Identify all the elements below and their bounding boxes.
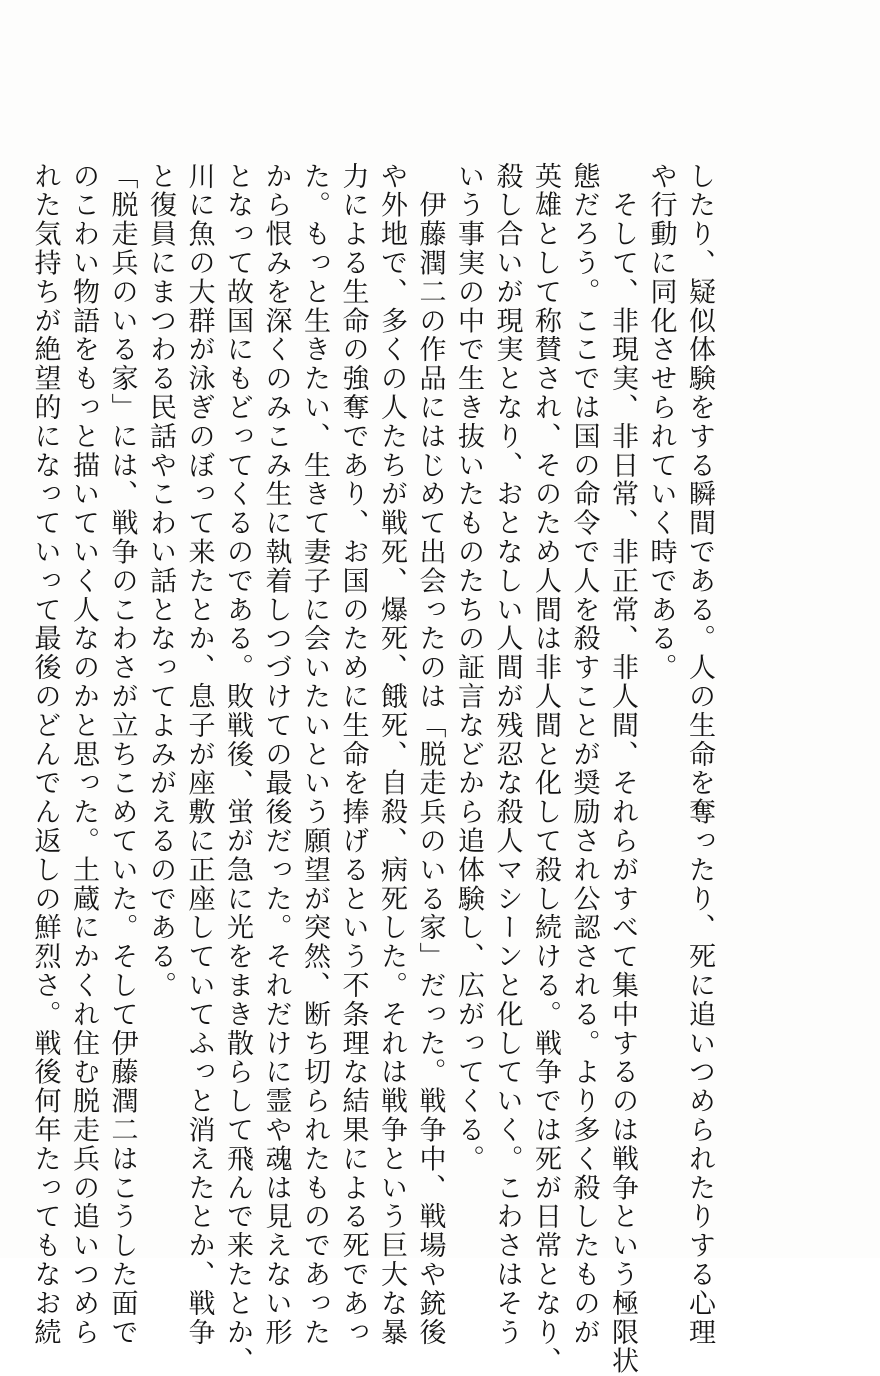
text-column: 態だろう。ここでは国の命令で人を殺すことが奨励され公認される。より多く殺したものが [568, 162, 600, 1347]
text-column: 殺し合いが現実となり、おとなしい人間が残忍な殺人マシーンと化していく。こわさはそう [491, 162, 523, 1347]
text-column: と復員にまつわる民話やこわい話となってよみがえるのである。 [145, 162, 176, 1001]
text-column: のこわい物語をもっと描いていく人なのかと思った。土蔵にかくれ住む脱走兵の追いつめら [68, 162, 99, 1347]
text-column: 力による生命の強奪であり、お国のために生命を捧げるという不条理な結果による死であっ [337, 162, 369, 1347]
text-column: いう事実の中で生き抜いたものたちの証言などから追体験し、広がってくる。 [453, 162, 484, 1174]
text-column: 「脱走兵のいる家」には、戦争のこわさが立ちこめていた。そして伊藤潤二はこうした面で [106, 162, 138, 1347]
text-column: から恨みを深くのみこみ生に執着しつづけての最後だった。それだけに霊や魂は見えない形 [260, 162, 292, 1347]
text-column: や行動に同化させられていく時である。 [645, 162, 677, 683]
text-column: た。もっと生きたい、生きて妻子に会いたいという願望が突然、断ち切られたものであった [299, 162, 330, 1347]
text-column: れた気持ちが絶望的になっていって最後のどんでん返しの鮮烈さ。戦後何年たってもなお続 [29, 162, 61, 1347]
text-column: そして、非現実、非日常、非正常、非人間、それらがすべて集中するのは戦争という極限状 [607, 162, 638, 1376]
text-column: や外地で、多くの人たちが戦死、爆死、餓死、自殺、病死した。それは戦争という巨大な暴 [376, 162, 407, 1347]
text-column: したり、疑似体験をする瞬間である。人の生命を奪ったり、死に追いつめられたりする心理 [684, 162, 715, 1347]
text-column: 英雄として称賛され、そのため人間は非人間と化して殺し続ける。戦争では死が日常となり、 [530, 162, 561, 1376]
vertical-text-body [25, 162, 718, 1376]
text-column: 川に魚の大群が泳ぎのぼって来たとか、息子が座敷に正座していてふっと消えたとか、戦争 [183, 162, 215, 1347]
text-column: となって故国にもどってくるのである。敗戦後、蛍が急に光をまき散らして飛んで来たとか、 [222, 162, 253, 1376]
text-column: 伊藤潤二の作品にはじめて出会ったのは「脱走兵のいる家」だった。戦争中、戦場や銃後 [414, 162, 446, 1347]
